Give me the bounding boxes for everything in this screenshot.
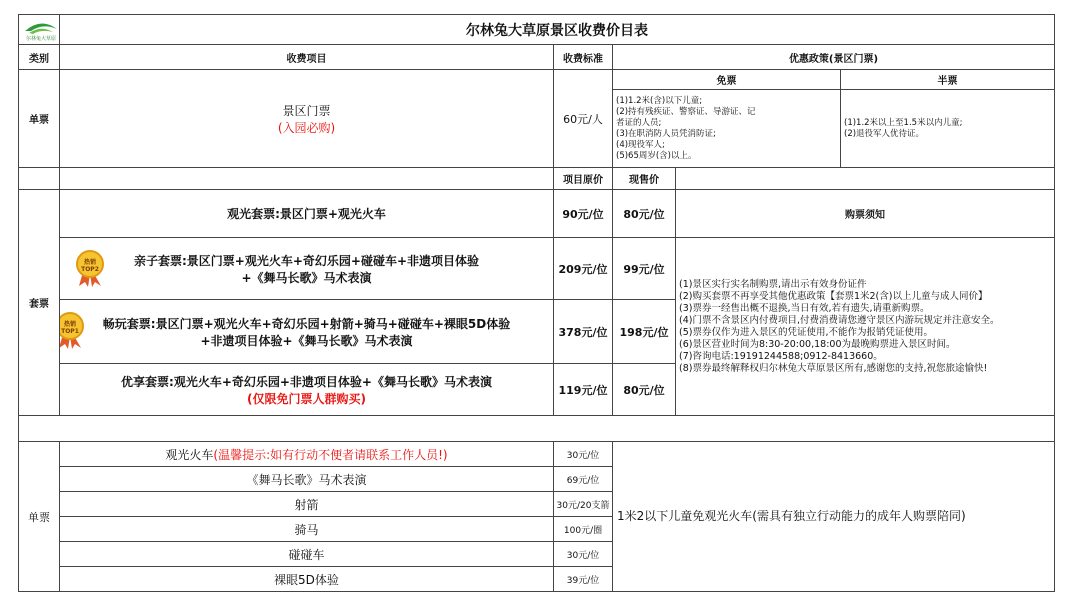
single-item-name: 裸眼5D体验: [60, 567, 554, 592]
hot-badge-text: 热销 TOP1: [61, 321, 79, 335]
blank-cell: [19, 168, 60, 190]
package-original-price: 90元/位: [554, 190, 613, 238]
half-item: (2)退役军人优待证。: [844, 128, 925, 139]
header-standard: 收费标准: [554, 45, 613, 70]
train-name: 观光火车: [165, 447, 214, 462]
package-name-line: 优享套票:观光火车+奇幻乐园+非遗项目体验+《舞马长歌》马术表演: [121, 374, 492, 389]
package-name-line: +非遗项目体验+《舞马长歌》马术表演: [200, 333, 413, 348]
package-original-price: 119元/位: [554, 364, 613, 416]
header-category: 类别: [19, 45, 60, 70]
blank-cell: [676, 168, 1055, 190]
package-name-line: +《舞马长歌》马术表演: [241, 270, 372, 285]
package-current-price: 80元/位: [613, 190, 676, 238]
single-ticket-note: (入园必购): [277, 120, 336, 135]
header-item: 收费项目: [60, 45, 554, 70]
note-item: (3)票券一经售出概不退换,当日有效,若有遗失,请重新购票。: [679, 302, 930, 314]
logo-cell: [19, 15, 60, 45]
package-name-note: (仅限免门票人群购买): [247, 391, 366, 406]
note-item: (8)票券最终解释权归尔林兔大草原景区所有,感谢您的支持,祝您旅途愉快!: [679, 362, 988, 374]
single-item-price: 30元/20支箭: [554, 492, 613, 517]
single-items-note: 1米2以下儿童免观光火车(需具有独立行动能力的成年人购票陪同): [613, 442, 1055, 592]
package-original-price: 209元/位: [554, 238, 613, 300]
hot-badge-text: 热销 TOP2: [81, 259, 99, 273]
note-item: (6)景区营业时间为8:30-20:00,18:00为最晚购票进入景区时间。: [679, 338, 956, 350]
header-policy: 优惠政策(景区门票): [613, 45, 1055, 70]
package-category: 套票: [19, 190, 60, 416]
price-sheet: [18, 14, 1054, 598]
single-item-name: 射箭: [60, 492, 554, 517]
free-item: (4)现役军人;: [616, 139, 665, 150]
note-item: (1)景区实行实名制购票,请出示有效身份证件: [679, 278, 867, 290]
single-item-name: 碰碰车: [60, 542, 554, 567]
free-item: (1)1.2米(含)以下儿童;: [616, 95, 703, 106]
price-table: [18, 14, 1055, 592]
purchase-notes: [676, 238, 1055, 416]
note-item: (5)票券仅作为进入景区的凭证使用,不能作为报销凭证使用。: [679, 326, 933, 338]
single-ticket-name: 景区门票: [282, 103, 331, 118]
header-free: 免票: [613, 70, 841, 90]
free-item: (5)65周岁(含)以上。: [616, 150, 697, 161]
note-item: (7)咨询电话:19191244588;0912-8413660。: [679, 350, 883, 362]
package-current-price: 80元/位: [613, 364, 676, 416]
single-item-price: 30元/位: [554, 442, 613, 467]
single-item-price: 69元/位: [554, 467, 613, 492]
free-list: [613, 90, 841, 168]
package-row-name: 观光套票:景区门票+观光火车: [60, 190, 554, 238]
single-ticket-item: [60, 70, 554, 168]
single-item-price: 30元/位: [554, 542, 613, 567]
single-ticket-category: 单票: [19, 70, 60, 168]
single-item-price: 39元/位: [554, 567, 613, 592]
single-item-name: 骑马: [60, 517, 554, 542]
package-current-price: 99元/位: [613, 238, 676, 300]
package-name-line: 畅玩套票:景区门票+观光火车+奇幻乐园+射箭+骑马+碰碰车+裸眼5D体验: [102, 316, 511, 331]
single-item-name: 《舞马长歌》马术表演: [60, 467, 554, 492]
header-half: 半票: [841, 70, 1055, 90]
package-original-price: 378元/位: [554, 300, 613, 364]
single-item-price: 100元/圈: [554, 517, 613, 542]
train-tip: (温馨提示:如有行动不便者请联系工作人员!): [213, 447, 448, 462]
note-item: (2)购买套票不再享受其他优惠政策【套票1米2(含)以上儿童与成人同价】: [679, 290, 988, 302]
logo-text: 尔林兔大草原: [25, 36, 56, 42]
single-item-name: [60, 442, 554, 467]
package-current-price: 198元/位: [613, 300, 676, 364]
package-row-name: [60, 364, 554, 416]
single-ticket-price: 60元/人: [554, 70, 613, 168]
page-title: 尔林兔大草原景区收费价目表: [60, 15, 1055, 45]
package-name-line: 亲子套票:景区门票+观光火车+奇幻乐园+碰碰车+非遗项目体验: [133, 253, 480, 268]
header-original: 项目原价: [554, 168, 613, 190]
blank-row: [19, 416, 1055, 442]
package-row-name: [60, 238, 554, 300]
half-list: [841, 90, 1055, 168]
single-items-category: 单票: [19, 442, 60, 592]
blank-cell: [60, 168, 554, 190]
header-current: 现售价: [613, 168, 676, 190]
free-item: (2)持有残疾证、警察证、导游证、记: [616, 106, 756, 117]
free-item: 者证的人员;: [616, 117, 662, 128]
free-item: (3)在职消防人员凭消防证;: [616, 128, 716, 139]
package-row-name: [60, 300, 554, 364]
note-item: (4)门票不含景区内付费项目,付费消费请您遵守景区内游玩规定并注意安全。: [679, 314, 1000, 326]
notes-title: 购票须知: [676, 190, 1055, 238]
half-item: (1)1.2米以上至1.5米以内儿童;: [844, 117, 963, 128]
